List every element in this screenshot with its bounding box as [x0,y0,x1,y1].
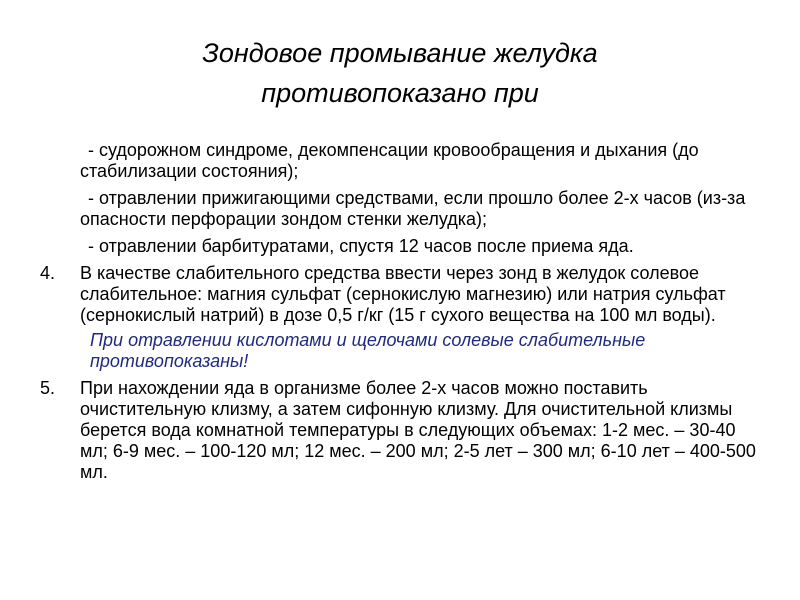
contraindication-text: - судорожном синдроме, декомпенсации кровообращения и дыхания (до стабилизации состояния); [80,140,699,181]
contraindication-item [40,140,760,182]
contraindication-item [40,236,760,257]
slide-title-line2: противопоказано при [261,78,539,108]
numbered-item-4 [40,263,760,326]
slide-title-line1: Зондовое промывание желудка [202,38,598,68]
item-number: 5. [40,378,56,398]
numbered-item-5 [40,378,760,483]
contraindication-text: - отравлении барбитуратами, спустя 12 часов после приема яда. [88,236,634,256]
item-number: 4. [40,263,56,283]
item-text: При нахождении яда в организме более 2-х часов можно поставить очистительную клизму, а затем сифонную клизму. Для очистительной клизмы берется вода комнатной температуры в следующих объемах: 1-2 мес. – 30-40 мл; 6-9 мес. – 100-120 мл; 12 мес. – 200 мл; 2-5 лет – 300 мл; 6-10 лет – 400-500 мл. [80,378,756,482]
slide-title [40,33,760,113]
warning-note: При отравлении кислотами и щелочами солевые слабительные противопоказаны! [90,330,646,371]
contraindication-text: - отравлении прижигающими средствами, если прошло более 2-х часов (из-за опасности перфорации зондом стенки желудка); [80,188,746,229]
contraindication-item [40,188,760,230]
item-text: В качестве слабительного средства ввести через зонд в желудок солевое слабительное: магния сульфат (сернокислую магнезию) или натрия сульфат (сернокислый натрий) в дозе 0,5 г/кг (15 г сухого вещества на 100 мл воды). [80,263,726,325]
slide-body [40,140,760,489]
